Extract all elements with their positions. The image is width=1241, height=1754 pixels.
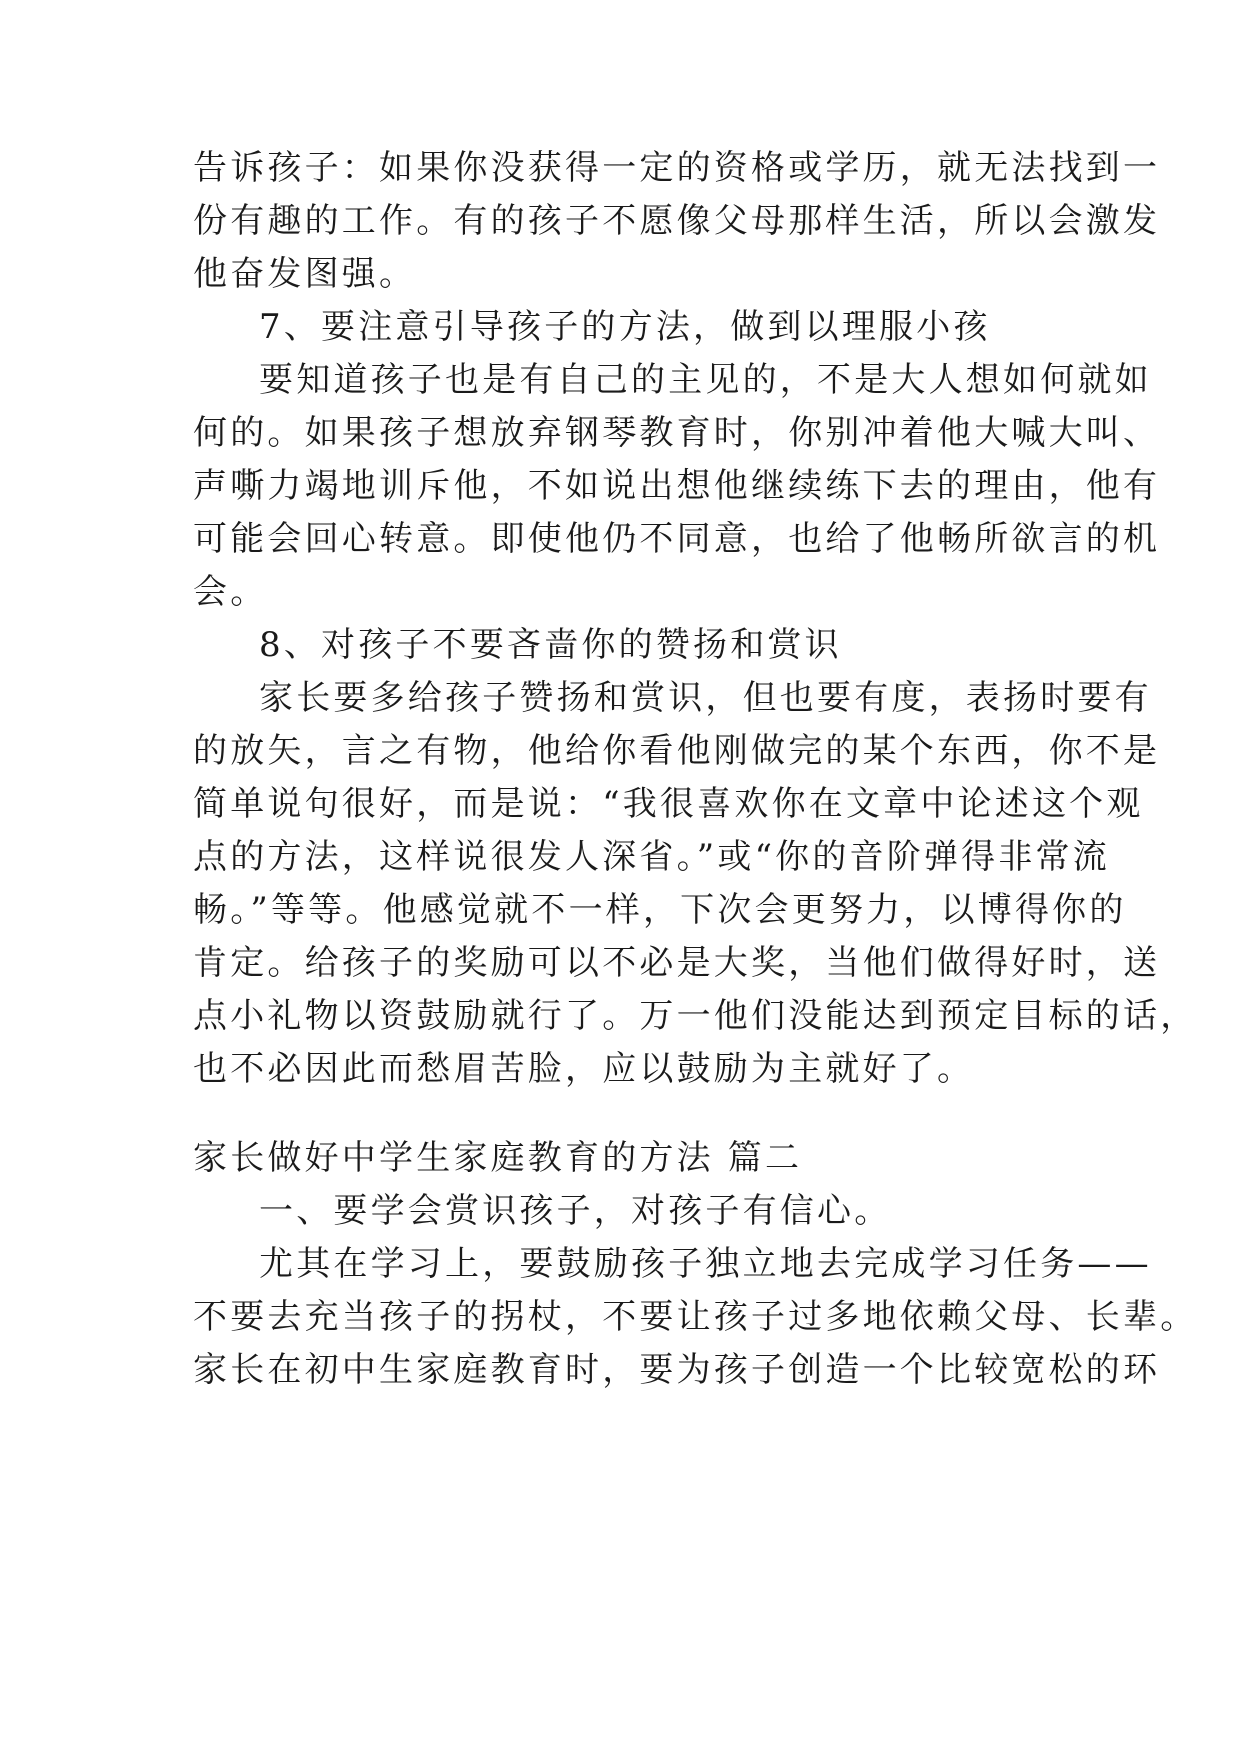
body-line: 肯定。给孩子的奖励可以不必是大奖，当他们做得好时，送 xyxy=(193,943,1161,983)
body-line: 不要去充当孩子的拐杖，不要让孩子过多地依赖父母、长辈。 xyxy=(193,1297,1198,1337)
body-line: 点小礼物以资鼓励就行了。万一他们没能达到预定目标的话， xyxy=(193,996,1198,1036)
body-line: 点的方法，这样说很发人深省。”或“你的音阶弹得非常流 xyxy=(193,837,1110,877)
body-line: 他奋发图强。 xyxy=(193,254,417,294)
body-line: 简单说句很好，而是说：“我很喜欢你在文章中论述这个观 xyxy=(193,784,1144,824)
item-heading-1: 一、要学会赏识孩子，对孩子有信心。 xyxy=(259,1191,892,1231)
item-heading-7: 7、要注意引导孩子的方法，做到以理服小孩 xyxy=(259,307,991,347)
body-line: 会。 xyxy=(193,572,268,612)
body-line: 要知道孩子也是有自己的主见的，不是大人想如何就如 xyxy=(259,360,1152,400)
body-line: 也不必因此而愁眉苦脸，应以鼓励为主就好了。 xyxy=(193,1049,975,1089)
body-line: 可能会回心转意。即使他仍不同意，也给了他畅所欲言的机 xyxy=(193,519,1161,559)
body-line: 家长要多给孩子赞扬和赏识，但也要有度，表扬时要有 xyxy=(259,678,1152,718)
body-line: 份有趣的工作。有的孩子不愿像父母那样生活，所以会激发 xyxy=(193,201,1161,241)
body-line: 家长在初中生家庭教育时，要为孩子创造一个比较宽松的环 xyxy=(193,1350,1161,1390)
body-line: 何的。如果孩子想放弃钢琴教育时，你别冲着他大喊大叫、 xyxy=(193,413,1161,453)
section-title: 家长做好中学生家庭教育的方法 篇二 xyxy=(193,1138,803,1178)
body-line: 声嘶力竭地训斥他，不如说出想他继续练下去的理由，他有 xyxy=(193,466,1161,506)
body-line: 的放矢，言之有物，他给你看他刚做完的某个东西，你不是 xyxy=(193,731,1161,771)
body-line: 告诉孩子：如果你没获得一定的资格或学历，就无法找到一 xyxy=(193,148,1161,188)
body-line: 尤其在学习上，要鼓励孩子独立地去完成学习任务—— xyxy=(259,1244,1152,1284)
body-line: 畅。”等等。他感觉就不一样，下次会更努力，以博得你的 xyxy=(193,890,1127,930)
item-heading-8: 8、对孩子不要吝啬你的赞扬和赏识 xyxy=(259,625,842,665)
